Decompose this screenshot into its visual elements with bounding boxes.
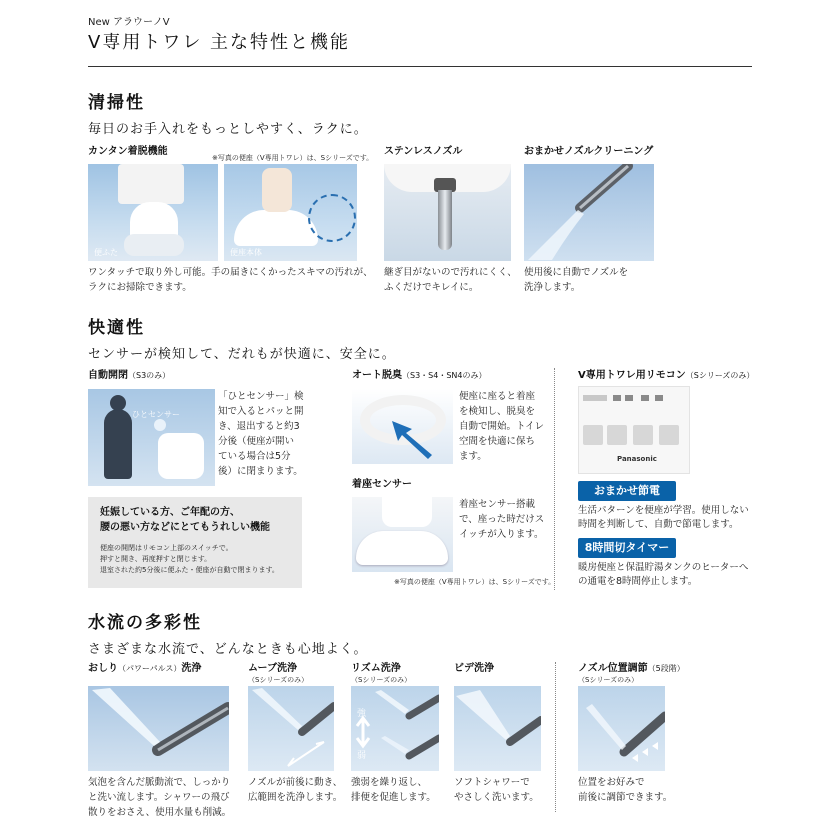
- remote-desc1-2: 時間を判断して、自動で節電します。: [578, 519, 739, 530]
- airflow-arrow-icon: [392, 419, 436, 459]
- remote-photo: [578, 386, 690, 474]
- cleaning-heading: 清掃性: [88, 93, 145, 113]
- tag-lid: 便ふた: [94, 248, 118, 257]
- info-box-title-2: 腰の悪い方などにとてもうれしい機能: [100, 522, 270, 533]
- move-wash-desc-2: 広範囲を洗浄します。: [248, 792, 343, 803]
- cleaning-item3-desc-1: 使用後に自動でノズルを: [524, 267, 629, 278]
- cleaning-item3-caption: おまかせノズルクリーニング: [524, 146, 654, 157]
- info-box-note-3: 退室された約5分後に便ふた・便座が自動で閉まります。: [100, 566, 279, 574]
- bidet-button[interactable]: [633, 425, 653, 445]
- nozzle-position-desc-1: 位置をお好みで: [578, 777, 645, 788]
- cleaning-item2-desc-2: ふくだけでキレイに。: [384, 282, 479, 293]
- human-sensor-label: ひとセンサー: [132, 410, 180, 419]
- comfort-heading: 快適性: [88, 318, 145, 338]
- page-title: V専用トワレ 主な特性と機能: [88, 32, 351, 53]
- bidet-wash-desc-2: やさしく洗います。: [454, 792, 539, 803]
- detach-lid-photo: [88, 164, 218, 261]
- remote-caption: V専用トワレ用リモコン（Sシリーズのみ）: [578, 370, 755, 381]
- move-wash-graphic: [248, 686, 334, 771]
- power-pulse-photo: [88, 686, 229, 771]
- auto-open-caption: 自動開閉（S3のみ）: [88, 370, 171, 381]
- power-pulse-desc-3: 散りをおさえ、使用水量も削減。: [88, 807, 232, 818]
- header-divider: [88, 66, 752, 67]
- wash-power-pulse-caption: おしり（パワーパルス）洗浄: [88, 663, 202, 674]
- remote-desc2-1: 暖房便座と保温貯湯タンクのヒーターへ: [578, 562, 749, 573]
- section-divider: [554, 368, 555, 590]
- nozzle-position-caption: ノズル位置調節（5段階）: [578, 663, 685, 674]
- info-box-note-2: 押すと開き、再度押すと閉じます。: [100, 555, 212, 563]
- nozzle-cleaning-photo: [524, 164, 654, 261]
- bidet-wash-photo: [454, 686, 541, 771]
- cleaning-item2-caption: ステンレスノズル: [384, 146, 463, 157]
- auto-open-photo: [88, 389, 215, 486]
- cleaning-item1-note: ※写真の便座（V専用トワレ）は、Sシリーズです。: [212, 154, 374, 162]
- cleaning-item1-desc-2: ラクにお掃除できます。: [88, 282, 192, 293]
- water-divider: [555, 662, 556, 812]
- power-pulse-desc-2: と洗い流します。シャワーの飛び: [88, 792, 230, 803]
- cleaning-item1-caption: カンタン着脱機能: [88, 146, 168, 157]
- rhythm-wash-desc-2: 排便を促進します。: [351, 792, 436, 803]
- auto-deodorize-photo: [352, 389, 453, 464]
- auto-deodorize-caption: オート脱臭（S3・S4・SN4のみ）: [352, 370, 487, 381]
- weak-label: 弱: [357, 751, 367, 761]
- info-box-note-1: 便座の開閉はリモコン上部のスイッチで。: [100, 544, 233, 552]
- seat-sensor-photo: [352, 497, 453, 572]
- seat-sensor-caption: 着座センサー: [352, 479, 412, 490]
- rhythm-wash-caption: リズム洗浄: [351, 663, 401, 674]
- seat-sensor-note: ※写真の便座（V専用トワレ）は、Sシリーズです。: [394, 578, 556, 586]
- move-wash-series: （Sシリーズのみ）: [248, 676, 309, 684]
- move-wash-photo: [248, 686, 334, 771]
- auto-power-save-badge: おまかせ節電: [578, 481, 676, 501]
- power-pulse-graphic: [88, 686, 229, 771]
- strong-label: 強: [357, 709, 367, 719]
- auto-open-desc: 「ひとセンサー」検 知で入るとパッと開 き、退出すると約3 分後（便座が開い ている場合は5分 後）に閉まります。: [218, 391, 304, 477]
- remote-desc2-2: の通電を8時間停止します。: [578, 576, 698, 587]
- bidet-wash-caption: ビデ洗浄: [454, 663, 494, 674]
- remote-desc1-1: 生活パターンを便座が学習。使用しない: [578, 505, 749, 516]
- tag-seat-body: 便座本体: [230, 248, 262, 257]
- bidet-wash-desc-1: ソフトシャワーで: [454, 777, 530, 788]
- feature-info-box: [88, 497, 302, 588]
- cleaning-item3-desc-2: 洗浄します。: [524, 282, 581, 293]
- series-label: New アラウーノV: [88, 17, 170, 28]
- bidet-wash-graphic: [454, 686, 541, 771]
- rear-wash-button[interactable]: [607, 425, 627, 445]
- power-pulse-desc-1: 気泡を含んだ脈動流で、しっかり: [88, 777, 231, 788]
- eight-hour-timer-badge: 8時間切タイマー: [578, 538, 676, 558]
- stop-button[interactable]: [583, 425, 603, 445]
- detach-seat-photo: [224, 164, 357, 261]
- cleaning-item1-desc-1: ワンタッチで取り外し可能。手の届きにくかったスキマの汚れが、: [88, 267, 373, 278]
- water-heading: 水流の多彩性: [88, 613, 202, 633]
- cleaning-item2-desc-1: 継ぎ目がないので汚れにくく、: [384, 267, 517, 278]
- move-wash-caption: ムーブ洗浄: [248, 663, 297, 674]
- dry-button[interactable]: [659, 425, 679, 445]
- nozzle-position-graphic: [578, 686, 665, 771]
- nozzle-position-desc-2: 前後に調節できます。: [578, 792, 673, 803]
- nozzle-position-series: （Sシリーズのみ）: [578, 676, 639, 684]
- remote-brand-logo: Panasonic: [617, 455, 657, 463]
- rhythm-wash-series: （Sシリーズのみ）: [351, 676, 412, 684]
- auto-deodorize-desc: 便座に座ると着座 を検知し、脱臭を 自動で開始。トイレ 空間を快適に保ち ます。: [459, 391, 545, 462]
- move-wash-desc-1: ノズルが前後に動き、: [248, 777, 343, 788]
- nozzle-position-photo: [578, 686, 665, 771]
- rhythm-wash-photo: [351, 686, 439, 771]
- stainless-nozzle-photo: [384, 164, 511, 261]
- nozzle-spray-graphic: [524, 164, 654, 261]
- info-box-title-1: 妊娠している方、ご年配の方、: [100, 507, 240, 518]
- rhythm-wash-desc-1: 強弱を繰り返し、: [351, 777, 428, 788]
- seat-sensor-desc: 着座センサー搭載 で、座った時だけス イッチが入ります。: [459, 499, 545, 540]
- cleaning-lead: 毎日のお手入れをもっとしやすく、ラクに。: [88, 122, 368, 137]
- water-lead: さまざまな水流で、どんなときも心地よく。: [88, 642, 368, 657]
- comfort-lead: センサーが検知して、だれもが快適に、安全に。: [88, 347, 396, 362]
